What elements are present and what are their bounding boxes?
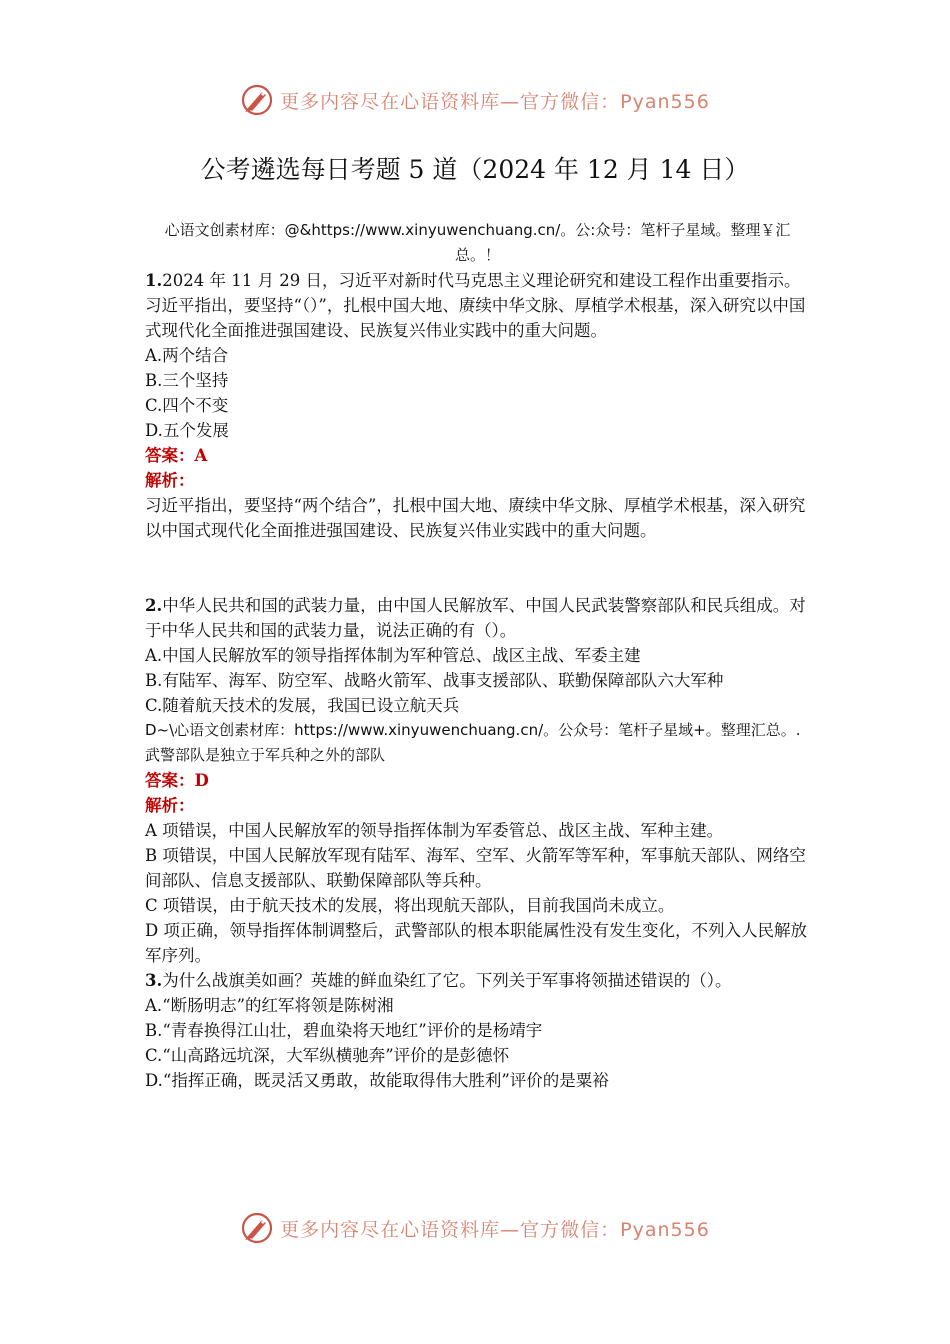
answer-label: 答案：D xyxy=(145,771,209,790)
banner-text: 更多内容尽在心语资料库—官方微信：Pyan556 xyxy=(280,90,710,113)
question-2 xyxy=(145,593,810,968)
option-b: B.三个坚持 xyxy=(145,371,229,390)
pen-nib-logo-icon xyxy=(240,1211,274,1245)
option-a: A.“断肠明志”的红军将领是陈树湘 xyxy=(145,996,394,1015)
question-text: 中华人民共和国的武装力量，由中国人民解放军、中国人民武装警察部队和民兵组成。对于中华人民共和国的武装力量，说法正确的有（）。 xyxy=(145,596,806,640)
question-1 xyxy=(145,268,810,543)
question-3 xyxy=(145,968,810,1093)
analysis-label: 解析： xyxy=(145,471,195,490)
banner-text: 更多内容尽在心语资料库—官方微信：Pyan556 xyxy=(280,1218,710,1241)
question-text: 为什么战旗美如画？英雄的鲜血染红了它。下列关于军事将领描述错误的（）。 xyxy=(162,971,732,990)
document-body xyxy=(145,218,810,1093)
analysis-text: 习近平指出，要坚持“两个结合”，扎根中国大地、赓续中华文脉、厚植学术根基，深入研究以中国式现代化全面推进强国建设、民族复兴伟业实践中的重大问题。 xyxy=(145,496,806,540)
question-stem xyxy=(145,268,810,343)
analysis-text: C 项错误，由于航天技术的发展，将出现航天部队，目前我国尚未成立。 xyxy=(145,896,675,915)
page-title: 公考遴选每日考题 5 道（2024 年 12 月 14 日） xyxy=(200,155,750,184)
option-c: C.“山高路远坑深，大军纵横驰奔”评价的是彭德怀 xyxy=(145,1046,510,1065)
analysis-label: 解析： xyxy=(145,796,195,815)
option-b: B.“青春换得江山壮，碧血染将天地红”评价的是杨靖宇 xyxy=(145,1021,543,1040)
question-number: 2. xyxy=(145,596,163,615)
option-a: A.中国人民解放军的领导指挥体制为军种管总、战区主战、军委主建 xyxy=(145,646,641,665)
option-b: B.有陆军、海军、防空军、战略火箭军、战事支援部队、联勤保障部队六大军种 xyxy=(145,671,724,690)
option-d: D~\心语文创素材库：https://www.xinyuwenchuang.cn/。公众号：笔杆子星域+。整理汇总。.武警部队是独立于军兵种之外的部队 xyxy=(145,721,801,764)
pen-nib-logo-icon xyxy=(240,83,274,117)
source-note: 心语文创素材库：@&https://www.xinyuwenchuang.cn/。公:众号：笔杆子星域。整理￥汇总。！ xyxy=(164,221,791,264)
option-d: D.五个发展 xyxy=(145,421,229,440)
analysis-text: B 项错误，中国人民解放军现有陆军、海军、空军、火箭军等军种，军事航天部队、网络空间部队、信息支援部队、联勤保障部队等兵种。 xyxy=(145,846,806,890)
footer-banner xyxy=(0,1208,950,1248)
header-banner xyxy=(0,80,950,120)
question-number: 3. xyxy=(145,971,163,990)
analysis-text: A 项错误，中国人民解放军的领导指挥体制为军委管总、战区主战、军种主建。 xyxy=(145,821,724,840)
option-d: D.“指挥正确，既灵活又勇敢，故能取得伟大胜利”评价的是粟裕 xyxy=(145,1071,609,1090)
option-a: A.两个结合 xyxy=(145,346,229,365)
question-text: 2024 年 11 月 29 日，习近平对新时代马克思主义理论研究和建设工程作出重要指示。习近平指出，要坚持“（）”，扎根中国大地、赓续中华文脉、厚植学术根基，深入研究以中国式现代化全面推进强国建设、民族复兴伟业实践中的重大问题。 xyxy=(145,271,806,340)
question-stem xyxy=(145,968,810,993)
option-c: C.随着航天技术的发展，我国已设立航天兵 xyxy=(145,696,460,715)
question-number: 1. xyxy=(145,271,163,290)
answer-label: 答案：A xyxy=(145,446,208,465)
question-stem xyxy=(145,593,810,643)
analysis-text: D 项正确，领导指挥体制调整后，武警部队的根本职能属性没有发生变化，不列入人民解放军序列。 xyxy=(145,921,807,965)
option-c: C.四个不变 xyxy=(145,396,229,415)
